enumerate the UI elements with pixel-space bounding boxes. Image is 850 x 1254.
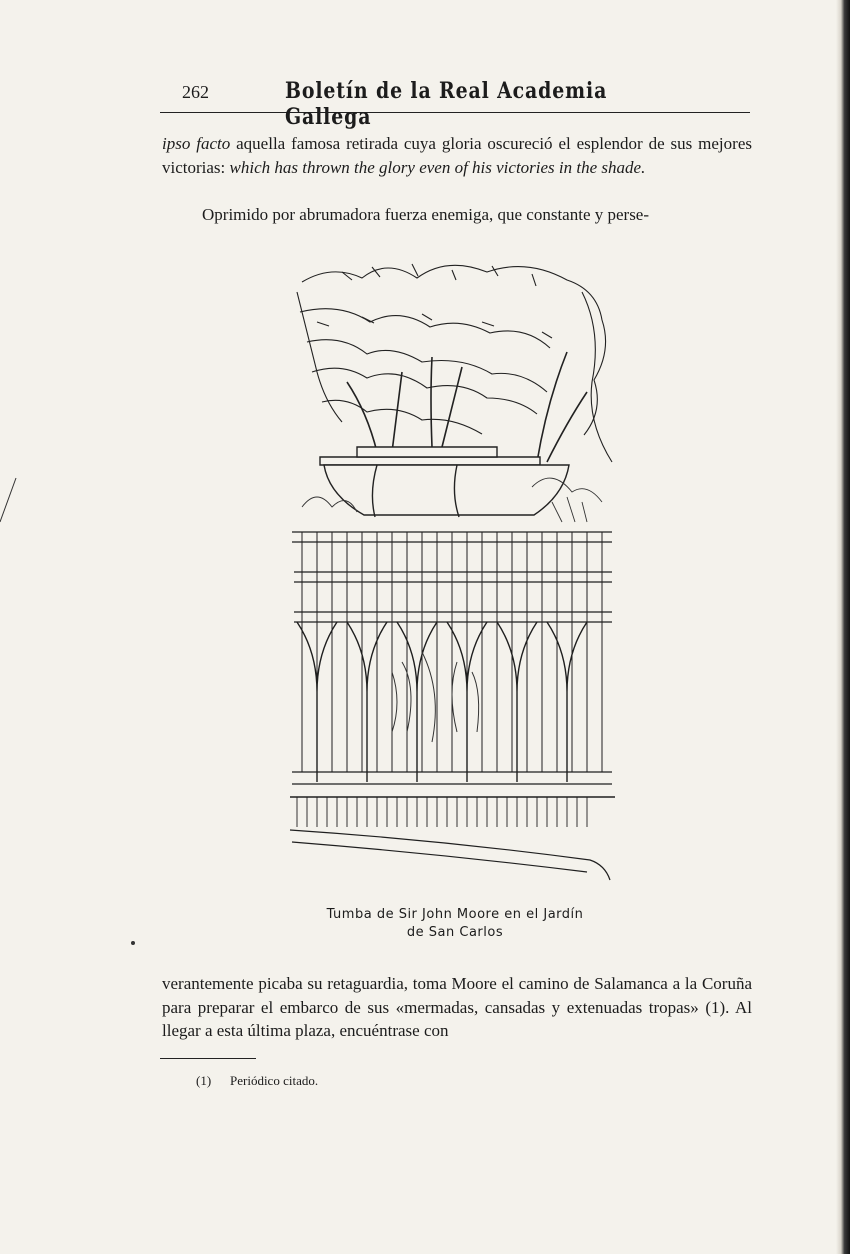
- sarcophagus: [320, 447, 569, 517]
- paragraph-1: [162, 132, 752, 179]
- footnote-text: Periódico citado.: [230, 1073, 319, 1088]
- stray-ink-dot: [131, 941, 135, 945]
- page-number: 262: [182, 82, 209, 102]
- tomb-engraving-illustration: [282, 252, 622, 897]
- page-header: [160, 78, 750, 130]
- footnote-number: (1): [196, 1073, 212, 1088]
- paragraph-2: Oprimido por abrumadora fuerza enemiga, que constante y perse-: [202, 205, 650, 224]
- tree-foliage: [297, 264, 612, 462]
- running-title: Boletín de la Real Academia Gallega: [285, 78, 608, 130]
- english-quote: which has thrown the glory even of his victories in the shade.: [229, 157, 646, 177]
- tree-trunks: [347, 352, 587, 462]
- footnote-divider: [160, 1058, 256, 1059]
- caption-line-2: de San Carlos: [406, 925, 504, 940]
- footnote: [196, 1073, 318, 1089]
- page-edge-shadow: [836, 0, 850, 1254]
- paragraph-3: verantemente picaba su retaguardia, toma Moore el camino de Salamanca a la Coruña para preparar el embarco de sus «mermadas, cansadas y extenuadas tropas» (1). Al llegar a esta última plaza, encuéntrase con: [162, 974, 752, 1040]
- italic-ipso-facto: ipso facto: [162, 134, 231, 153]
- caption-line-1: Tumba de Sir John Moore en el Jardín: [326, 907, 584, 922]
- margin-stray-mark: [0, 476, 18, 524]
- paragraph-1-text: aquella famosa retirada cuya gloria oscureció el esplendor de sus mejores victorias:: [162, 134, 752, 177]
- figure-caption: [270, 906, 640, 942]
- plants-behind-railing: [392, 652, 479, 742]
